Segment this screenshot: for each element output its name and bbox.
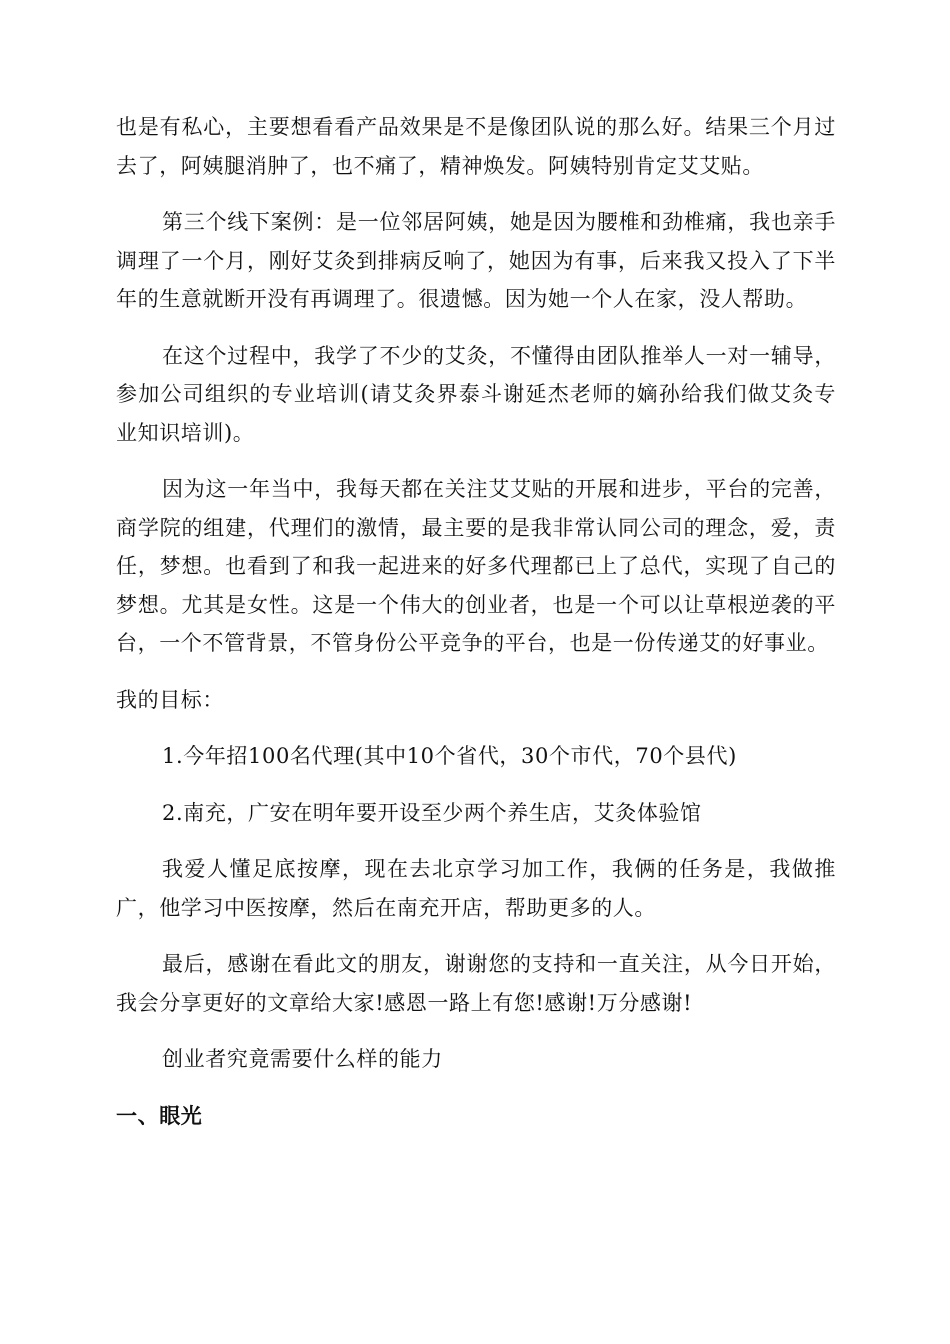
goal-item: 1.今年招100名代理(其中10个省代，30个市代，70个县代): [162, 744, 737, 768]
goals-label: 我的目标：: [116, 687, 224, 712]
section-heading: 一、眼光: [116, 1103, 203, 1128]
paragraph: 第三个线下案例：是一位邻居阿姨，她是因为腰椎和劲椎痛，我也亲手调理了一个月，刚好艾灸到排病反响了，她因为有事，后来我又投入了下半年的生意就断开没有再调理了。很遗憾。因为她一个人在家，没人帮助。: [116, 210, 836, 311]
paragraph: 在这个过程中，我学了不少的艾灸，不懂得由团队推举人一对一辅导，参加公司组织的专业培训(请艾灸界泰斗谢延杰老师的嫡孙给我们做艾灸专业知识培训)。: [116, 343, 836, 445]
paragraph: 最后，感谢在看此文的朋友，谢谢您的支持和一直关注，从今日开始，我会分享更好的文章给大家!感恩一路上有您!感谢!万分感谢!: [116, 952, 836, 1015]
paragraph: 也是有私心，主要想看看产品效果是不是像团队说的那么好。结果三个月过去了，阿姨腿消肿了，也不痛了，精神焕发。阿姨特别肯定艾艾贴。: [116, 115, 836, 178]
document-page: [116, 108, 836, 1135]
section-intro: 创业者究竟需要什么样的能力: [162, 1047, 443, 1071]
paragraph: 因为这一年当中，我每天都在关注艾艾贴的开展和进步，平台的完善，商学院的组建，代理们的激情，最主要的是我非常认同公司的理念，爱，责任，梦想。也看到了和我一起进来的好多代理都已上了总代，实现了自己的梦想。尤其是女性。这是一个伟大的创业者，也是一个可以让草根逆袭的平台，一个不管背景，不管身份公平竞争的平台，也是一份传递艾的好事业。: [116, 477, 836, 655]
goal-item: 2.南充，广安在明年要开设至少两个养生店，艾灸体验馆: [162, 800, 702, 825]
paragraph: 我爱人懂足底按摩，现在去北京学习加工作，我俩的任务是，我做推广，他学习中医按摩，然后在南充开店，帮助更多的人。: [116, 857, 836, 920]
